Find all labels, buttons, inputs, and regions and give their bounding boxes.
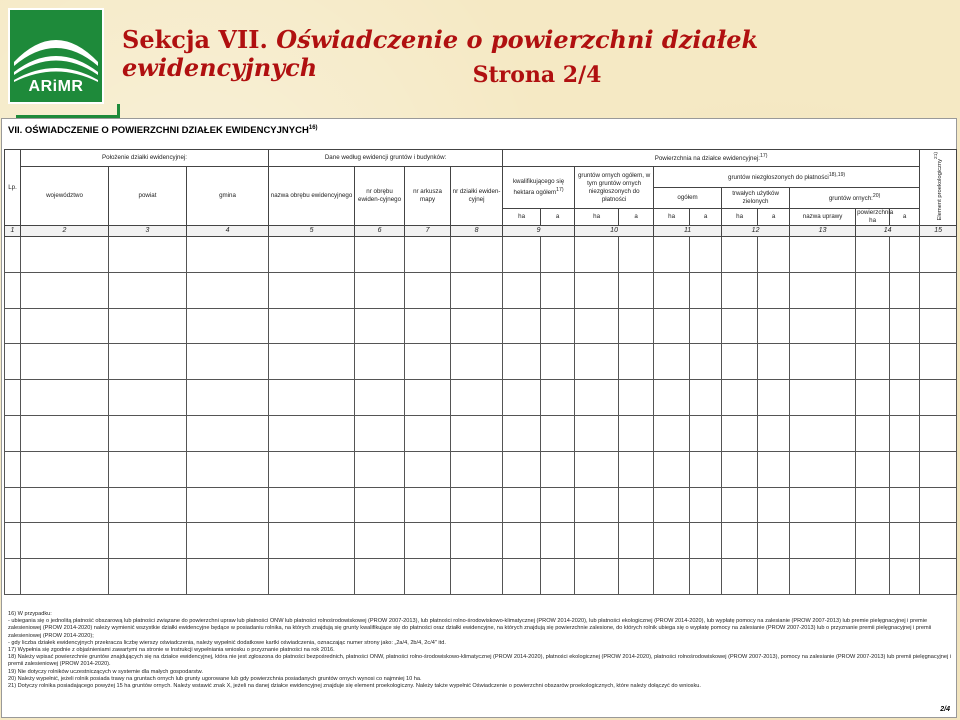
table-cell[interactable] — [619, 380, 654, 416]
table-cell[interactable] — [541, 237, 575, 273]
table-cell[interactable] — [619, 559, 654, 595]
table-cell[interactable] — [722, 523, 758, 559]
unit-a: a — [890, 209, 920, 226]
title-prefix: Sekcja VII. — [122, 25, 268, 54]
table-cell[interactable] — [355, 415, 405, 451]
table-cell[interactable] — [654, 487, 690, 523]
table-cell[interactable] — [575, 237, 619, 273]
table-cell[interactable] — [355, 451, 405, 487]
header-nr-arkusza: nr arkusza mapy — [405, 167, 451, 226]
table-cell[interactable] — [790, 487, 856, 523]
table-cell[interactable] — [920, 308, 957, 344]
table-cell[interactable] — [856, 451, 890, 487]
table-cell[interactable] — [758, 380, 790, 416]
table-cell[interactable] — [21, 344, 109, 380]
table-cell[interactable] — [355, 237, 405, 273]
table-cell[interactable] — [722, 559, 758, 595]
table-cell[interactable] — [619, 523, 654, 559]
table-cell[interactable] — [890, 272, 920, 308]
table-cell[interactable] — [856, 380, 890, 416]
table-cell[interactable] — [690, 451, 722, 487]
table-cell[interactable] — [575, 451, 619, 487]
table-cell[interactable] — [575, 344, 619, 380]
table-cell[interactable] — [269, 380, 355, 416]
table-cell[interactable] — [503, 415, 541, 451]
table-cell[interactable] — [187, 559, 269, 595]
table-row[interactable] — [5, 451, 957, 487]
table-cell[interactable] — [405, 487, 451, 523]
header-trwalych: trwałych użytków zielonych — [722, 188, 790, 209]
table-cell[interactable] — [619, 308, 654, 344]
table-cell[interactable] — [722, 344, 758, 380]
table-cell[interactable] — [890, 487, 920, 523]
table-cell[interactable] — [109, 237, 187, 273]
table-cell[interactable] — [355, 487, 405, 523]
col-num: 6 — [355, 226, 405, 237]
table-cell[interactable] — [355, 380, 405, 416]
header-powiat: powiat — [109, 167, 187, 226]
table-cell[interactable] — [890, 451, 920, 487]
table-cell[interactable] — [187, 380, 269, 416]
table-cell[interactable] — [405, 559, 451, 595]
table-cell[interactable] — [722, 308, 758, 344]
table-cell[interactable] — [187, 272, 269, 308]
footnote: 17) Wypełnia się zgodnie z objaśnieniami zawartymi na stronie w Instrukcji wypełniania wniosku o przyznanie płatności na rok 2016. — [8, 647, 335, 654]
table-cell[interactable] — [722, 487, 758, 523]
table-cell[interactable] — [541, 451, 575, 487]
table-cell[interactable] — [890, 380, 920, 416]
table-cell[interactable] — [619, 415, 654, 451]
table-cell[interactable] — [920, 451, 957, 487]
table-cell[interactable] — [690, 344, 722, 380]
unit-a: a — [690, 209, 722, 226]
unit-ha: powierzchnia ha — [857, 209, 894, 224]
table-cell[interactable] — [21, 308, 109, 344]
table-cell[interactable] — [109, 415, 187, 451]
table-cell[interactable] — [269, 272, 355, 308]
table-cell[interactable] — [758, 344, 790, 380]
table-cell[interactable] — [355, 559, 405, 595]
form-page — [1, 118, 957, 718]
footnote: 16) W przypadku: — [8, 611, 52, 617]
table-cell[interactable] — [405, 415, 451, 451]
table-cell[interactable] — [109, 559, 187, 595]
table-cell[interactable] — [654, 451, 690, 487]
table-cell[interactable] — [722, 237, 758, 273]
table-cell[interactable] — [405, 237, 451, 273]
title-text: Oświadczenie o powierzchni działek ewidencyjnych — [122, 25, 759, 82]
table-cell[interactable] — [654, 237, 690, 273]
table-cell[interactable] — [541, 344, 575, 380]
table-cell[interactable] — [619, 451, 654, 487]
col-num: 5 — [269, 226, 355, 237]
unit-ha: ha — [575, 209, 619, 226]
table-cell[interactable] — [405, 272, 451, 308]
header-gruntow-ornych: gruntów ornych ogółem, w tym gruntów ornych niezgłoszonych do płatności — [575, 167, 654, 209]
table-cell[interactable] — [619, 237, 654, 273]
table-cell[interactable] — [541, 559, 575, 595]
table-cell[interactable] — [856, 272, 890, 308]
table-cell[interactable] — [856, 415, 890, 451]
table-cell[interactable] — [109, 451, 187, 487]
table-cell[interactable] — [187, 523, 269, 559]
table-cell[interactable] — [575, 380, 619, 416]
unit-ha: ha — [722, 209, 758, 226]
table-cell[interactable] — [575, 559, 619, 595]
table-cell[interactable] — [109, 308, 187, 344]
table-cell[interactable] — [451, 272, 503, 308]
table-cell[interactable] — [355, 308, 405, 344]
table-cell[interactable] — [920, 344, 957, 380]
table-cell[interactable] — [758, 559, 790, 595]
table-cell[interactable] — [21, 415, 109, 451]
table-cell[interactable] — [575, 272, 619, 308]
table-cell[interactable] — [109, 380, 187, 416]
header-nr-obrebu: nr obrębu ewiden-cyjnego — [355, 167, 405, 226]
footnotes — [8, 611, 953, 690]
table-row[interactable] — [5, 523, 957, 559]
arimr-logo — [8, 8, 104, 104]
table-cell[interactable] — [920, 559, 957, 595]
table-cell[interactable] — [269, 344, 355, 380]
table-cell[interactable] — [722, 451, 758, 487]
logo-text: ARiMR — [28, 78, 84, 95]
table-cell[interactable] — [690, 487, 722, 523]
table-cell[interactable] — [856, 487, 890, 523]
footnote: 21) Dotyczy rolnika posiadającego powyżej 15 ha gruntów ornych. Należy wstawić znak X, jeżeli na danej działce ewidencyjnej znajduje się element proekologiczny. Należy także wypełnić Oświadczenie o powierzchni obszarów proekologicznych, które należy dołączyć do wniosku. — [8, 683, 701, 690]
header-gruntow-ornych-2: gruntów ornych:$^{20)}$ — [790, 188, 920, 209]
table-cell[interactable] — [890, 559, 920, 595]
table-cell[interactable] — [654, 272, 690, 308]
table-cell[interactable] — [269, 523, 355, 559]
header-powierzchnia: Powierzchnia na działce ewidencyjnej:$^{17)}$ — [503, 150, 920, 167]
table-cell[interactable] — [690, 272, 722, 308]
footnote: - gdy liczba działek ewidencyjnych przekracza liczbę wierszy oświadczenia, należy wypełnić dodatkowe kartki oświadczenia, oznaczając numer strony jako: „2a/4, 2b/4, 2c/4" itd. — [8, 639, 446, 646]
table-cell[interactable] — [790, 523, 856, 559]
table-cell[interactable] — [920, 380, 957, 416]
page-subtitle: Strona 2/4 — [472, 62, 602, 88]
table-cell[interactable] — [269, 308, 355, 344]
table-cell[interactable] — [654, 308, 690, 344]
table-cell[interactable] — [890, 308, 920, 344]
table-cell[interactable] — [541, 272, 575, 308]
table-cell[interactable] — [890, 344, 920, 380]
page-number: 2/4 — [940, 706, 950, 713]
table-cell[interactable] — [5, 487, 21, 523]
table-row[interactable] — [5, 308, 957, 344]
logo-underline — [16, 104, 120, 118]
footnote: 18) Należy wpisać powierzchnie gruntów znajdujących się na działce ewidencyjnej, która nie jest zgłoszona do płatności bezpośrednich, płatności ONW, płatności rolno-środowiskowo-klimatycznej (PROW 2014-2020), płatności ekologicznej (PROW 2014-2020), płatności rolnośrodowiskowej (PROW 2007-2013), pomocy na zalesianie (PROW 2007-2013) lub premii pielęgnacyjnej i premii zalesieniowej (PROW 2014-2020). — [8, 654, 951, 668]
table-cell[interactable] — [758, 487, 790, 523]
table-cell[interactable] — [758, 523, 790, 559]
table-cell[interactable] — [451, 308, 503, 344]
table-cell[interactable] — [405, 344, 451, 380]
table-cell[interactable] — [790, 272, 856, 308]
header-element: Element proekologiczny$^{21)}$ — [920, 150, 957, 226]
table-cell[interactable] — [690, 415, 722, 451]
table-cell[interactable] — [690, 559, 722, 595]
table-cell[interactable] — [758, 415, 790, 451]
col-num: 3 — [109, 226, 187, 237]
table-cell[interactable] — [21, 451, 109, 487]
header-lp: Lp. — [5, 150, 21, 226]
table-cell[interactable] — [269, 415, 355, 451]
table-cell[interactable] — [21, 272, 109, 308]
table-cell[interactable] — [451, 415, 503, 451]
table-cell[interactable] — [187, 451, 269, 487]
col-num: 1 — [5, 226, 21, 237]
table-cell[interactable] — [890, 237, 920, 273]
table-cell[interactable] — [856, 237, 890, 273]
col-num: 8 — [451, 226, 503, 237]
table-cell[interactable] — [451, 487, 503, 523]
header-nr-dzialki: nr działki ewiden-cyjnej — [451, 167, 503, 226]
table-cell[interactable] — [856, 559, 890, 595]
table-cell[interactable] — [654, 380, 690, 416]
table-cell[interactable] — [790, 380, 856, 416]
table-cell[interactable] — [5, 559, 21, 595]
table-cell[interactable] — [355, 344, 405, 380]
header-kwalifikujacego: kwalifikującego się hektara ogółem$^{17)}$ — [503, 167, 575, 209]
table-cell[interactable] — [503, 451, 541, 487]
table-row[interactable] — [5, 344, 957, 380]
table-cell[interactable] — [856, 523, 890, 559]
table-cell[interactable] — [790, 415, 856, 451]
table-cell[interactable] — [5, 451, 21, 487]
table-cell[interactable] — [619, 344, 654, 380]
table-cell[interactable] — [355, 272, 405, 308]
header-nazwa-obrebu: nazwa obrębu ewidencyjnego — [269, 167, 355, 226]
table-cell[interactable] — [5, 272, 21, 308]
table-cell[interactable] — [890, 415, 920, 451]
footnote: - ubiegania się o jednolitą płatność obszarową lub płatności związane do powierzchni upraw lub płatności ONW lub płatności rolnośrodowiskowej (PROW 2007-2013), lub płatności rolno-środowiskowo-klimatycznej (PROW 2014-2020), lub płatności ekologicznej (PROW 2014-2020), lub wypłatę pomocy na zalesianie (PROW 2007-2013) lub premie pielęgnacyjnej i premie zalesieniowej (PROW 2014-2020) należy wymienić wszystkie działki ewidencyjne będące w posiadaniu rolnika, na których znajdują się grunty kwalifikujące się do płatności oraz działki ewidencyjne, na których znajdują się powierzchnie zalesione, do których rolnik ubiega się o wypłatę pomocy na zalesianie (PROW 2007-2013) lub o przyznanie premii pielęgnacyjnej i premii zalesieniowej (PROW 2014-2020); — [8, 618, 932, 639]
table-cell[interactable] — [722, 380, 758, 416]
table-cell[interactable] — [541, 487, 575, 523]
table-cell[interactable] — [109, 487, 187, 523]
table-cell[interactable] — [654, 523, 690, 559]
table-cell[interactable] — [503, 308, 541, 344]
table-cell[interactable] — [575, 523, 619, 559]
table-cell[interactable] — [269, 559, 355, 595]
table-cell[interactable] — [451, 523, 503, 559]
table-cell[interactable] — [109, 523, 187, 559]
data-rows — [5, 237, 957, 595]
table-cell[interactable] — [920, 415, 957, 451]
table-cell[interactable] — [5, 415, 21, 451]
table-cell[interactable] — [541, 523, 575, 559]
table-cell[interactable] — [856, 344, 890, 380]
table-cell[interactable] — [790, 237, 856, 273]
header-nazwa-uprawy: nazwa uprawy — [790, 209, 856, 226]
table-cell[interactable] — [503, 487, 541, 523]
table-cell[interactable] — [758, 451, 790, 487]
table-cell[interactable] — [654, 559, 690, 595]
table-cell[interactable] — [654, 415, 690, 451]
unit-a: a — [758, 209, 790, 226]
table-cell[interactable] — [269, 237, 355, 273]
header-niezgloszonych: gruntów niezgłoszonych do płatności$^{18),19)}$ — [654, 167, 920, 188]
table-cell[interactable] — [21, 559, 109, 595]
table-cell[interactable] — [619, 272, 654, 308]
table-cell[interactable] — [503, 272, 541, 308]
table-cell[interactable] — [21, 523, 109, 559]
table-cell[interactable] — [451, 344, 503, 380]
table-cell[interactable] — [451, 237, 503, 273]
header-gmina: gmina — [187, 167, 269, 226]
col-num: 4 — [187, 226, 269, 237]
table-cell[interactable] — [405, 523, 451, 559]
table-cell[interactable] — [503, 344, 541, 380]
table-cell[interactable] — [690, 380, 722, 416]
table-row[interactable] — [5, 380, 957, 416]
table-cell[interactable] — [187, 415, 269, 451]
table-cell[interactable] — [503, 237, 541, 273]
header-dane-ewidencji: Dane według ewidencji gruntów i budynków: — [269, 150, 503, 167]
table-row[interactable] — [5, 272, 957, 308]
table-cell[interactable] — [790, 451, 856, 487]
table-cell[interactable] — [21, 487, 109, 523]
table-row[interactable] — [5, 559, 957, 595]
table-cell[interactable] — [405, 451, 451, 487]
footnote: 20) Należy wypełnić, jeżeli rolnik posiada trawy na gruntach ornych lub grunty ugorowane lub gdy powierzchnia posiadanych gruntów ornych wynosi co najmniej 10 ha. — [8, 675, 422, 682]
table-cell[interactable] — [21, 380, 109, 416]
table-cell[interactable] — [503, 559, 541, 595]
col-num: 14 — [856, 226, 920, 237]
table-cell[interactable] — [187, 237, 269, 273]
col-num: 2 — [21, 226, 109, 237]
table-cell[interactable] — [920, 523, 957, 559]
table-cell[interactable] — [405, 380, 451, 416]
table-cell[interactable] — [187, 344, 269, 380]
table-cell[interactable] — [541, 308, 575, 344]
table-cell[interactable] — [21, 237, 109, 273]
table-cell[interactable] — [920, 237, 957, 273]
table-cell[interactable] — [758, 237, 790, 273]
col-num: 13 — [790, 226, 856, 237]
table-cell[interactable] — [790, 308, 856, 344]
table-cell[interactable] — [355, 523, 405, 559]
unit-a: a — [619, 209, 654, 226]
column-number-row — [5, 226, 957, 237]
unit-ha: ha — [503, 209, 541, 226]
table-cell[interactable] — [890, 523, 920, 559]
table-cell[interactable] — [575, 415, 619, 451]
footnote: 19) Nie dotyczy rolników uczestniczących w systemie dla małych gospodarstw. — [8, 668, 203, 675]
table-cell[interactable] — [790, 344, 856, 380]
table-cell[interactable] — [269, 451, 355, 487]
header-polozenie: Położenie działki ewidencyjnej: — [21, 150, 269, 167]
table-cell[interactable] — [758, 308, 790, 344]
table-cell[interactable] — [790, 559, 856, 595]
col-num: 11 — [654, 226, 722, 237]
table-cell[interactable] — [451, 451, 503, 487]
table-cell[interactable] — [269, 487, 355, 523]
table-cell[interactable] — [654, 344, 690, 380]
col-num: 15 — [920, 226, 957, 237]
table-cell[interactable] — [5, 523, 21, 559]
table-cell[interactable] — [451, 559, 503, 595]
col-num: 7 — [405, 226, 451, 237]
col-num: 12 — [722, 226, 790, 237]
table-cell[interactable] — [619, 487, 654, 523]
table-cell[interactable] — [503, 523, 541, 559]
table-cell[interactable] — [5, 344, 21, 380]
table-row[interactable] — [5, 415, 957, 451]
table-cell[interactable] — [690, 237, 722, 273]
table-cell[interactable] — [109, 272, 187, 308]
header-ogolem: ogółem — [654, 188, 722, 209]
table-row[interactable] — [5, 487, 957, 523]
table-cell[interactable] — [575, 308, 619, 344]
col-num: 10 — [575, 226, 654, 237]
table-row[interactable] — [5, 237, 957, 273]
unit-a: a — [541, 209, 575, 226]
unit-ha: ha — [654, 209, 690, 226]
table-cell[interactable] — [690, 308, 722, 344]
table-cell[interactable] — [758, 272, 790, 308]
table-cell[interactable] — [405, 308, 451, 344]
table-cell[interactable] — [5, 308, 21, 344]
table-cell[interactable] — [722, 272, 758, 308]
table-cell[interactable] — [541, 380, 575, 416]
section-title: VII. OŚWIADCZENIE O POWIERZCHNI DZIAŁEK EWIDENCYJNYCH$^{16)}$ — [8, 125, 318, 137]
table-cell[interactable] — [920, 487, 957, 523]
table-cell[interactable] — [541, 415, 575, 451]
header-wojewodztwo: województwo — [21, 167, 109, 226]
table-cell[interactable] — [187, 487, 269, 523]
col-num: 9 — [503, 226, 575, 237]
table-cell[interactable] — [575, 487, 619, 523]
declaration-table — [4, 149, 957, 595]
table-cell[interactable] — [856, 308, 890, 344]
table-cell[interactable] — [109, 344, 187, 380]
table-cell[interactable] — [187, 308, 269, 344]
table-cell[interactable] — [503, 380, 541, 416]
table-cell[interactable] — [920, 272, 957, 308]
table-cell[interactable] — [451, 380, 503, 416]
table-cell[interactable] — [5, 237, 21, 273]
table-cell[interactable] — [5, 380, 21, 416]
table-cell[interactable] — [722, 415, 758, 451]
table-cell[interactable] — [690, 523, 722, 559]
